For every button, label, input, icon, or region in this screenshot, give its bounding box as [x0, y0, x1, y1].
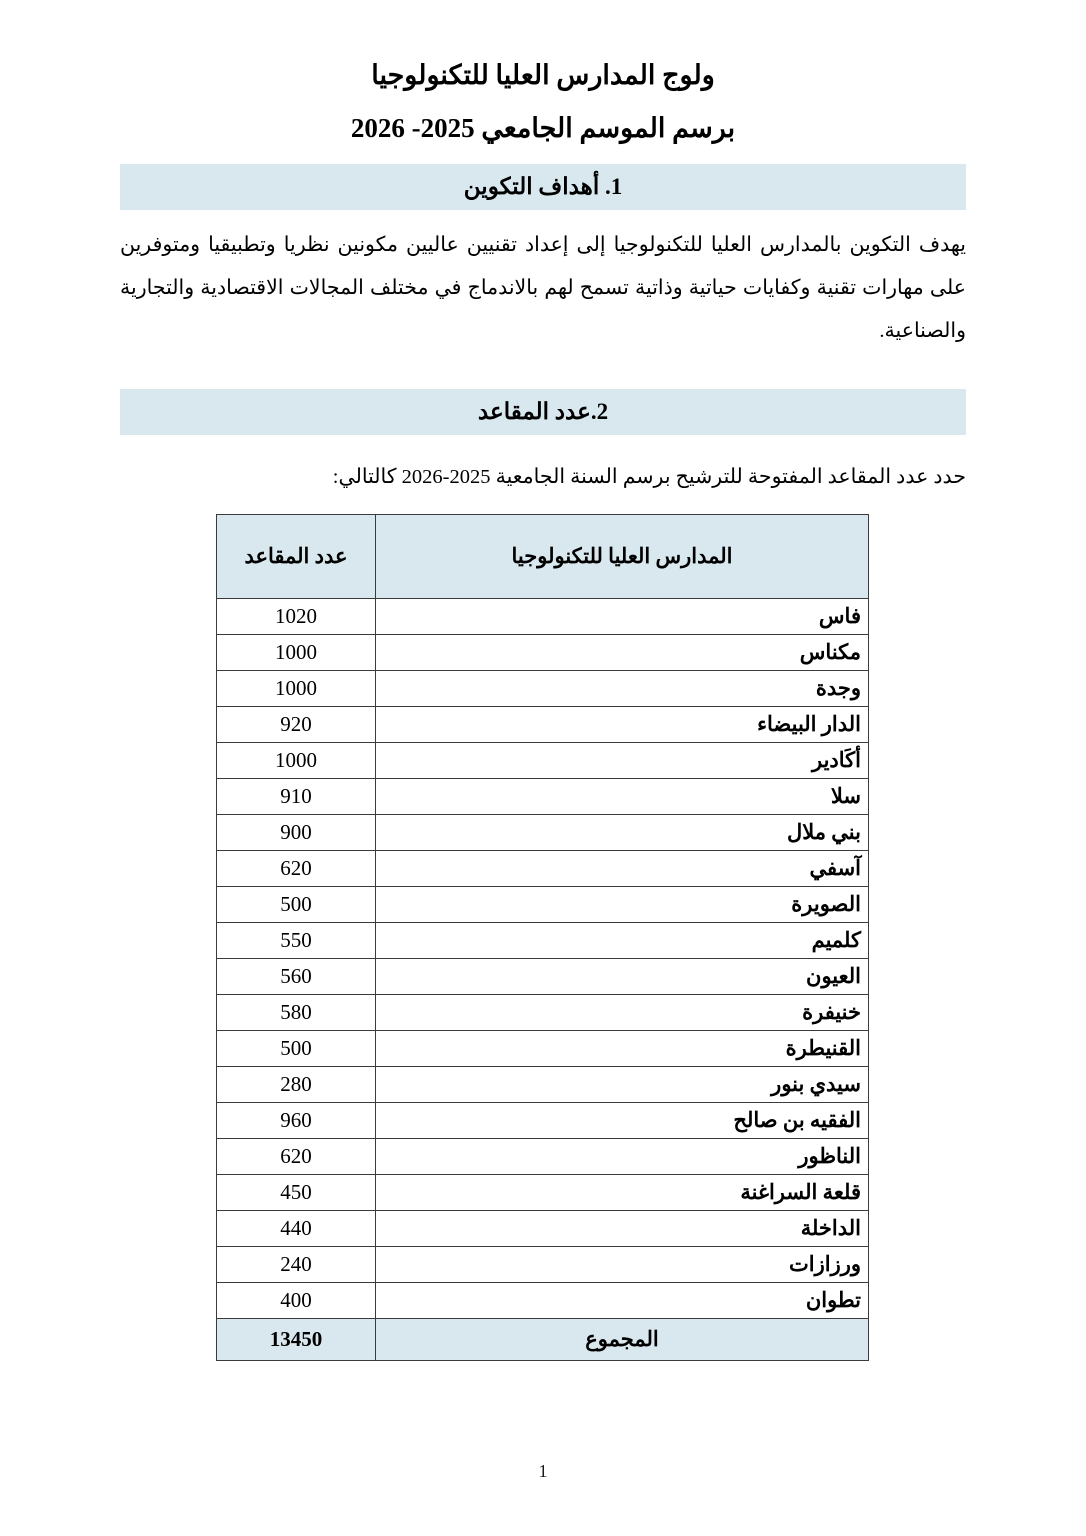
table-row: [217, 1210, 869, 1246]
cell-seats: 450: [217, 1174, 376, 1210]
table-row: [217, 814, 869, 850]
cell-school: مكناس: [376, 634, 869, 670]
cell-school: الناظور: [376, 1138, 869, 1174]
cell-school: تطوان: [376, 1282, 869, 1318]
cell-seats: 620: [217, 850, 376, 886]
cell-seats: 500: [217, 1030, 376, 1066]
table-row: [217, 994, 869, 1030]
section-heading-objectives-label: 1. أهداف التكوين: [463, 174, 623, 199]
cell-school: قلعة السراغنة: [376, 1174, 869, 1210]
table-row: [217, 706, 869, 742]
cell-total-seats: 13450: [217, 1318, 376, 1360]
document-title-line-1: ولوج المدارس العليا للتكنولوجيا: [371, 60, 715, 90]
cell-seats: 910: [217, 778, 376, 814]
cell-school: فاس: [376, 598, 869, 634]
cell-seats: 560: [217, 958, 376, 994]
section-heading-objectives: [120, 164, 966, 210]
cell-seats: 500: [217, 886, 376, 922]
table-row: [217, 670, 869, 706]
objectives-paragraph: يهدف التكوين بالمدارس العليا للتكنولوجيا إلى إعداد تقنيين عاليين مكونين نظريا وتطبيقيا ومتوفرين على مهارات تقنية وكفايات حياتية وذاتية تسمح لهم بالاندماج في مختلف المجالات الاقتصادية والتجارية والصناعية.: [120, 234, 966, 343]
cell-seats: 440: [217, 1210, 376, 1246]
table-row: [217, 598, 869, 634]
table-row: [217, 886, 869, 922]
table-row: [217, 922, 869, 958]
table-header-row: [217, 514, 869, 598]
table-total-row: [217, 1318, 869, 1360]
cell-school: كلميم: [376, 922, 869, 958]
cell-seats: 240: [217, 1246, 376, 1282]
section-heading-seats: [120, 389, 966, 435]
column-header-school: المدارس العليا للتكنولوجيا: [376, 514, 869, 598]
seats-table: [216, 514, 869, 1361]
cell-school: القنيطرة: [376, 1030, 869, 1066]
cell-seats: 1020: [217, 598, 376, 634]
cell-school: الصويرة: [376, 886, 869, 922]
cell-seats: 960: [217, 1102, 376, 1138]
section-heading-seats-label: 2.عدد المقاعد: [477, 399, 609, 425]
table-row: [217, 1030, 869, 1066]
cell-school: آسفي: [376, 850, 869, 886]
cell-seats: 900: [217, 814, 376, 850]
cell-school: الدار البيضاء: [376, 706, 869, 742]
cell-school: الفقيه بن صالح: [376, 1102, 869, 1138]
cell-school: خنيفرة: [376, 994, 869, 1030]
cell-school: سيدي بنور: [376, 1066, 869, 1102]
cell-seats: 280: [217, 1066, 376, 1102]
cell-seats: 920: [217, 706, 376, 742]
cell-total-label: المجموع: [376, 1318, 869, 1360]
page-number: 1: [538, 1461, 548, 1481]
cell-school: العيون: [376, 958, 869, 994]
cell-seats: 550: [217, 922, 376, 958]
table-row: [217, 1282, 869, 1318]
seats-table-head: [217, 514, 869, 598]
seats-table-container: [217, 514, 869, 1361]
seats-table-body: [217, 598, 869, 1360]
cell-seats: 620: [217, 1138, 376, 1174]
document-title-line-2: برسم الموسم الجامعي 2025- 2026: [350, 113, 736, 143]
cell-school: الداخلة: [376, 1210, 869, 1246]
cell-school: أكَادير: [376, 742, 869, 778]
table-row: [217, 1138, 869, 1174]
cell-school: ورزازات: [376, 1246, 869, 1282]
table-row: [217, 1174, 869, 1210]
table-row: [217, 850, 869, 886]
cell-seats: 400: [217, 1282, 376, 1318]
table-row: [217, 742, 869, 778]
table-row: [217, 634, 869, 670]
cell-school: بني ملال: [376, 814, 869, 850]
table-row: [217, 958, 869, 994]
cell-seats: 1000: [217, 742, 376, 778]
document-title: [0, 0, 1086, 142]
table-row: [217, 1066, 869, 1102]
seats-intro-text: حدد عدد المقاعد المفتوحة للترشيح برسم السنة الجامعية 2025-2026 كالتالي:: [332, 466, 966, 489]
cell-seats: 580: [217, 994, 376, 1030]
table-row: [217, 1102, 869, 1138]
table-row: [217, 778, 869, 814]
column-header-seats: عدد المقاعد: [217, 514, 376, 598]
cell-seats: 1000: [217, 634, 376, 670]
cell-seats: 1000: [217, 670, 376, 706]
cell-school: وجدة: [376, 670, 869, 706]
cell-school: سلا: [376, 778, 869, 814]
table-row: [217, 1246, 869, 1282]
